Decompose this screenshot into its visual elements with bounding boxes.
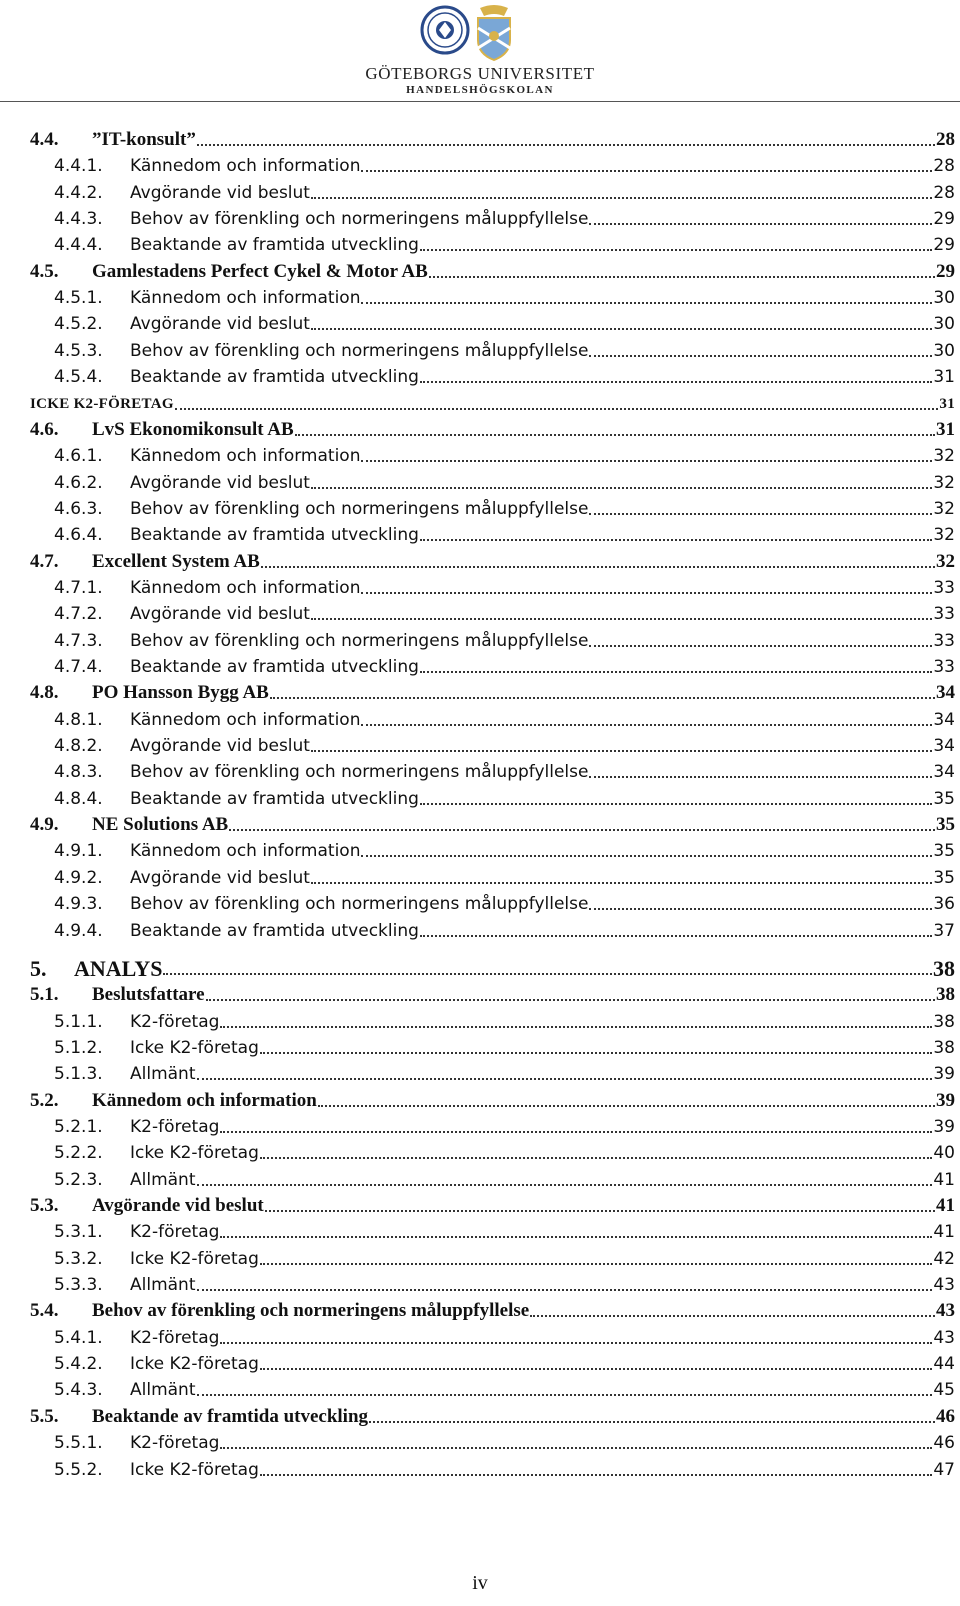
toc-leader-dots <box>311 618 932 620</box>
toc-leader-dots <box>420 935 932 937</box>
toc-entry[interactable] <box>30 680 955 706</box>
toc-leader-dots <box>361 170 932 172</box>
toc-leader-dots <box>175 408 939 410</box>
toc-entry-title: PO Hansson Bygg AB <box>92 682 269 704</box>
toc-leader-dots <box>220 1026 932 1028</box>
toc-entry-page: 47 <box>933 1459 955 1480</box>
toc-leader-dots <box>311 197 932 199</box>
toc-entry-page: 45 <box>933 1380 955 1401</box>
toc-leader-dots <box>229 829 935 831</box>
toc-entry-title: Kännedom och information <box>130 288 361 309</box>
toc-entry-title: Kännedom och information <box>130 577 361 598</box>
toc-entry[interactable] <box>30 1430 955 1456</box>
toc-entry-page: 35 <box>933 788 955 809</box>
toc-entry-number: 4.7.3. <box>54 630 103 651</box>
toc-entry-number: 4.9. <box>30 814 59 836</box>
toc-entry-title: Avgörande vid beslut <box>130 867 310 888</box>
toc-entry-page: 46 <box>936 1405 955 1427</box>
toc-entry-page: 30 <box>933 314 955 335</box>
toc-leader-dots <box>206 999 935 1001</box>
toc-entry-number: 5.5.1. <box>54 1433 103 1454</box>
toc-entry-number: 4.4.4. <box>54 235 103 256</box>
toc-entry-page: 39 <box>936 1089 955 1111</box>
toc-leader-dots <box>420 671 932 673</box>
toc-leader-dots <box>265 1210 935 1212</box>
toc-entry[interactable] <box>30 1298 955 1324</box>
toc-entry-number: 5.3.2. <box>54 1248 103 1269</box>
toc-leader-dots <box>260 1474 932 1476</box>
toc-entry-title: Kännedom och information <box>130 446 361 467</box>
toc-entry-number: 4.7.2. <box>54 604 103 625</box>
toc-entry-title: Icke K2-företag <box>130 1143 259 1164</box>
toc-entry-number: 5.2.2. <box>54 1143 103 1164</box>
toc-entry-title: Beaktande av framtida utveckling <box>92 1405 369 1427</box>
toc-entry[interactable] <box>30 1088 955 1114</box>
toc-entry-page: 46 <box>933 1433 955 1454</box>
toc-entry[interactable] <box>30 1167 955 1193</box>
toc-leader-dots <box>260 1157 932 1159</box>
toc-entry-page: 35 <box>933 841 955 862</box>
school-name: HANDELSHÖGSKOLAN <box>406 84 554 96</box>
toc-leader-dots <box>420 249 932 251</box>
toc-leader-dots <box>311 487 932 489</box>
toc-leader-dots <box>589 776 932 778</box>
toc-entry-number: 4.4.1. <box>54 156 103 177</box>
toc-entry-title: K2-företag <box>130 1011 220 1032</box>
toc-entry[interactable] <box>30 733 955 759</box>
toc-entry-title: Behov av förenkling och normeringens måluppfyllelse <box>130 209 589 230</box>
toc-entry[interactable] <box>30 982 955 1008</box>
toc-entry-title: Behov av förenkling och normeringens måluppfyllelse <box>130 894 589 915</box>
toc-entry-page: 28 <box>933 182 955 203</box>
toc-entry[interactable] <box>30 1351 955 1377</box>
toc-entry-number: 4.5.4. <box>54 367 103 388</box>
toc-entry-title: Icke K2-företag <box>130 1459 259 1480</box>
toc-entry-title: Behov av förenkling och normeringens måluppfyllelse <box>92 1300 530 1322</box>
toc-entry-page: 32 <box>933 446 955 467</box>
toc-entry-title: Excellent System AB <box>92 550 260 572</box>
toc-entry-title: Avgörande vid beslut <box>130 472 310 493</box>
toc-leader-dots <box>420 381 932 383</box>
toc-entry-number: 4.9.2. <box>54 867 103 888</box>
toc-entry-number: 4.5. <box>30 260 59 282</box>
toc-leader-dots <box>361 460 932 462</box>
toc-entry[interactable] <box>30 127 955 153</box>
toc-entry[interactable] <box>30 549 955 575</box>
toc-entry-page: 28 <box>933 156 955 177</box>
toc-leader-dots <box>261 566 935 568</box>
toc-entry-page: 29 <box>933 235 955 256</box>
toc-entry-page: 35 <box>933 867 955 888</box>
toc-entry[interactable] <box>30 1140 955 1166</box>
toc-entry-page: 34 <box>933 736 955 757</box>
toc-entry-page: 43 <box>933 1327 955 1348</box>
toc-entry-number: 5.5.2. <box>54 1459 103 1480</box>
toc-leader-dots <box>220 1447 932 1449</box>
toc-entry[interactable] <box>30 496 955 522</box>
toc-entry[interactable] <box>30 575 955 601</box>
toc-entry-page: 44 <box>933 1354 955 1375</box>
toc-entry-page: 35 <box>936 814 955 836</box>
toc-entry-page: 40 <box>933 1143 955 1164</box>
toc-entry-page: 39 <box>933 1116 955 1137</box>
toc-entry-title: ICKE K2-FÖRETAG <box>30 395 174 412</box>
toc-entry-title: Icke K2-företag <box>130 1037 259 1058</box>
toc-entry[interactable] <box>30 232 955 258</box>
toc-leader-dots <box>589 908 932 910</box>
toc-entry[interactable] <box>30 1114 955 1140</box>
toc-leader-dots <box>260 1052 932 1054</box>
toc-entry-number: 4.8.1. <box>54 709 103 730</box>
toc-entry-title: Avgörande vid beslut <box>130 604 310 625</box>
toc-leader-dots <box>197 144 935 146</box>
toc-entry[interactable] <box>30 259 955 285</box>
toc-entry-page: 31 <box>939 395 955 412</box>
toc-entry-number: 4.9.4. <box>54 920 103 941</box>
toc-entry-number: 5.1. <box>30 984 59 1006</box>
toc-entry[interactable] <box>30 628 955 654</box>
toc-entry[interactable] <box>30 1009 955 1035</box>
toc-entry-number: 5.3. <box>30 1195 59 1216</box>
university-name: GÖTEBORGS UNIVERSITET <box>365 64 595 83</box>
toc-entry-title: Icke K2-företag <box>130 1354 259 1375</box>
toc-entry-number: 4.8. <box>30 682 59 704</box>
toc-entry-number: 4.6.1. <box>54 446 103 467</box>
toc-entry[interactable] <box>30 601 955 627</box>
toc-entry-number: 4.9.1. <box>54 841 103 862</box>
toc-leader-dots <box>589 645 932 647</box>
toc-entry-page: 39 <box>933 1064 955 1085</box>
toc-entry[interactable] <box>30 153 955 179</box>
toc-entry-number: 4.6.3. <box>54 498 103 519</box>
header-divider <box>0 101 960 102</box>
toc-leader-dots <box>369 1421 935 1423</box>
toc-entry-number: 4.9.3. <box>54 894 103 915</box>
toc-entry-title: Avgörande vid beslut <box>130 314 310 335</box>
toc-entry[interactable] <box>30 417 955 443</box>
toc-leader-dots <box>589 513 932 515</box>
page-header <box>0 0 960 104</box>
toc-entry-title: Beaktande av framtida utveckling <box>130 235 419 256</box>
toc-entry-page: 30 <box>933 340 955 361</box>
toc-entry-number: 5.5. <box>30 1405 59 1427</box>
toc-entry[interactable] <box>30 1325 955 1351</box>
toc-entry-number: 5.4.1. <box>54 1327 103 1348</box>
toc-entry-page: 29 <box>933 209 955 230</box>
toc-leader-dots <box>420 803 932 805</box>
toc-entry-title: Icke K2-företag <box>130 1248 259 1269</box>
toc-entry-page: 31 <box>936 418 955 440</box>
toc-entry[interactable] <box>30 364 955 390</box>
toc-entry-title: Avgörande vid beslut <box>130 182 310 203</box>
toc-entry-number: 5.3.3. <box>54 1275 103 1296</box>
toc-entry-title: NE Solutions AB <box>92 814 229 836</box>
toc-leader-dots <box>589 355 932 357</box>
toc-entry-number: 4.7. <box>30 550 59 572</box>
toc-entry-title: Allmänt <box>130 1064 196 1085</box>
toc-leader-dots <box>361 592 932 594</box>
toc-entry[interactable] <box>30 918 955 944</box>
toc-entry[interactable] <box>30 838 955 864</box>
toc-entry-title: Kännedom och information <box>92 1089 317 1111</box>
toc-leader-dots <box>530 1315 935 1317</box>
toc-entry-title: Beslutsfattare <box>92 984 205 1006</box>
toc-leader-dots <box>197 1289 933 1291</box>
toc-entry[interactable] <box>30 759 955 785</box>
toc-entry-page: 38 <box>933 1011 955 1032</box>
toc-entry-number: 5.1.3. <box>54 1064 103 1085</box>
toc-leader-dots <box>295 434 935 436</box>
university-logos <box>420 2 520 64</box>
toc-entry-page: 34 <box>933 709 955 730</box>
toc-entry-number: 4.4.2. <box>54 182 103 203</box>
toc-entry[interactable] <box>30 1246 955 1272</box>
toc-entry-page: 33 <box>933 630 955 651</box>
toc-entry-number: 5.1.2. <box>54 1037 103 1058</box>
toc-entry[interactable] <box>30 1272 955 1298</box>
toc-leader-dots <box>311 750 932 752</box>
toc-leader-dots <box>429 276 935 278</box>
toc-entry-number: 4.5.1. <box>54 288 103 309</box>
toc-leader-dots <box>220 1236 932 1238</box>
toc-entry[interactable] <box>30 391 955 417</box>
toc-entry-title: K2-företag <box>130 1327 220 1348</box>
toc-entry-page: 41 <box>933 1222 955 1243</box>
toc-entry-page: 41 <box>936 1195 955 1216</box>
toc-entry[interactable] <box>30 285 955 311</box>
toc-entry-title: Avgörande vid beslut <box>92 1195 264 1216</box>
toc-entry-title: Beaktande av framtida utveckling <box>130 367 419 388</box>
toc-entry-page: 33 <box>933 604 955 625</box>
toc-entry-page: 43 <box>936 1300 955 1322</box>
toc-entry[interactable] <box>30 1035 955 1061</box>
toc-entry[interactable] <box>30 311 955 337</box>
toc-entry-number: 5.1.1. <box>54 1011 103 1032</box>
toc-entry-number: 4.4. <box>30 129 59 150</box>
toc-entry-title: ANALYS <box>74 955 163 981</box>
toc-entry-page: 32 <box>933 525 955 546</box>
toc-entry-title: Allmänt <box>130 1169 196 1190</box>
toc-entry-page: 34 <box>936 682 955 704</box>
toc-entry-title: Beaktande av framtida utveckling <box>130 788 419 809</box>
toc-entry-number: 5.2.3. <box>54 1169 103 1190</box>
toc-leader-dots <box>220 1342 932 1344</box>
toc-entry-title: Beaktande av framtida utveckling <box>130 920 419 941</box>
toc-entry-number: 5.4.3. <box>54 1380 103 1401</box>
toc-entry-number: 4.8.3. <box>54 762 103 783</box>
toc-entry-title: ”IT-konsult” <box>92 129 196 150</box>
toc-entry-title: Kännedom och information <box>130 841 361 862</box>
toc-entry-title: Kännedom och information <box>130 709 361 730</box>
toc-entry-title: Behov av förenkling och normeringens måluppfyllelse <box>130 630 589 651</box>
toc-entry-page: 41 <box>933 1169 955 1190</box>
toc-entry-number: 4.5.2. <box>54 314 103 335</box>
toc-entry-number: 4.6.4. <box>54 525 103 546</box>
toc-entry-number: 4.7.1. <box>54 577 103 598</box>
toc-entry-page: 28 <box>936 129 955 150</box>
toc-entry[interactable] <box>30 812 955 838</box>
toc-entry[interactable] <box>30 654 955 680</box>
toc-entry-title: LvS Ekonomikonsult AB <box>92 418 294 440</box>
toc-entry[interactable] <box>30 1219 955 1245</box>
toc-entry[interactable] <box>30 1404 955 1430</box>
toc-leader-dots <box>318 1105 935 1107</box>
toc-entry[interactable] <box>30 1193 955 1219</box>
toc-entry-number: 5.3.1. <box>54 1222 103 1243</box>
toc-entry[interactable] <box>30 891 955 917</box>
toc-entry-page: 31 <box>933 367 955 388</box>
toc-entry-number: 5. <box>30 955 47 981</box>
toc-leader-dots <box>589 223 932 225</box>
toc-entry-number: 5.4. <box>30 1300 59 1322</box>
toc-entry[interactable] <box>30 180 955 206</box>
toc-entry-title: Allmänt <box>130 1275 196 1296</box>
toc-entry-title: Behov av förenkling och normeringens måluppfyllelse <box>130 762 589 783</box>
toc-leader-dots <box>361 302 932 304</box>
toc-leader-dots <box>197 1078 933 1080</box>
toc-entry-page: 37 <box>933 920 955 941</box>
toc-entry-page: 33 <box>933 657 955 677</box>
toc-entry-page: 32 <box>936 550 955 572</box>
toc-entry-number: 4.6.2. <box>54 472 103 493</box>
toc-leader-dots <box>311 882 932 884</box>
toc-entry-page: 38 <box>933 1037 955 1058</box>
toc-entry-page: 38 <box>933 955 955 981</box>
toc-leader-dots <box>220 1131 932 1133</box>
toc-entry-number: 4.6. <box>30 418 59 440</box>
toc-entry[interactable] <box>30 470 955 496</box>
toc-entry-title: Beaktande av framtida utveckling <box>130 525 419 546</box>
toc-entry-page: 33 <box>933 577 955 598</box>
toc-entry-page: 29 <box>936 260 955 282</box>
toc-entry-title: Behov av förenkling och normeringens måluppfyllelse <box>130 498 589 519</box>
toc-entry-title: Beaktande av framtida utveckling <box>130 657 419 677</box>
toc-entry[interactable] <box>30 206 955 232</box>
toc-leader-dots <box>163 973 932 975</box>
toc-entry-title: Kännedom och information <box>130 156 361 177</box>
toc-entry-page: 43 <box>933 1275 955 1296</box>
toc-entry-title: K2-företag <box>130 1433 220 1454</box>
toc-entry-page: 32 <box>933 472 955 493</box>
toc-entry-number: 4.8.2. <box>54 736 103 757</box>
toc-entry-number: 5.2.1. <box>54 1116 103 1137</box>
toc-entry[interactable] <box>30 1457 955 1483</box>
toc-leader-dots <box>260 1368 932 1370</box>
toc-leader-dots <box>197 1394 933 1396</box>
toc-entry-page: 36 <box>933 894 955 915</box>
toc-leader-dots <box>420 539 932 541</box>
toc-leader-dots <box>361 855 932 857</box>
toc-entry[interactable] <box>30 1377 955 1403</box>
toc-entry[interactable] <box>30 443 955 469</box>
toc-entry-title: K2-företag <box>130 1222 220 1243</box>
toc-entry-number: 5.4.2. <box>54 1354 103 1375</box>
toc-entry-number: 4.8.4. <box>54 788 103 809</box>
toc-entry-page: 32 <box>933 498 955 519</box>
handelshogskolan-crest-icon <box>470 2 518 62</box>
toc-entry[interactable] <box>30 1061 955 1087</box>
toc-entry-number: 4.4.3. <box>54 209 103 230</box>
toc-leader-dots <box>311 328 932 330</box>
page-number: iv <box>472 1572 488 1594</box>
toc-entry-number: 4.7.4. <box>54 657 103 677</box>
toc-entry-page: 38 <box>936 984 955 1006</box>
toc-entry-number: 5.2. <box>30 1089 59 1111</box>
toc-entry[interactable] <box>30 707 955 733</box>
toc-entry-title: Avgörande vid beslut <box>130 736 310 757</box>
toc-entry[interactable] <box>30 338 955 364</box>
toc-entry-title: K2-företag <box>130 1116 220 1137</box>
toc-entry[interactable] <box>30 522 955 548</box>
toc-entry-page: 42 <box>933 1248 955 1269</box>
toc-leader-dots <box>270 697 935 699</box>
toc-entry-page: 30 <box>933 288 955 309</box>
toc-entry-title: Gamlestadens Perfect Cykel & Motor AB <box>92 260 428 282</box>
toc-entry-number: 4.5.3. <box>54 340 103 361</box>
toc-entry[interactable] <box>30 865 955 891</box>
toc-entry[interactable] <box>30 956 955 982</box>
toc-leader-dots <box>260 1263 932 1265</box>
toc-leader-dots <box>197 1184 933 1186</box>
toc-entry-title: Allmänt <box>130 1380 196 1401</box>
toc-entry[interactable] <box>30 786 955 812</box>
toc-leader-dots <box>361 724 932 726</box>
toc-entry-page: 34 <box>933 762 955 783</box>
toc-entry-title: Behov av förenkling och normeringens måluppfyllelse <box>130 340 589 361</box>
